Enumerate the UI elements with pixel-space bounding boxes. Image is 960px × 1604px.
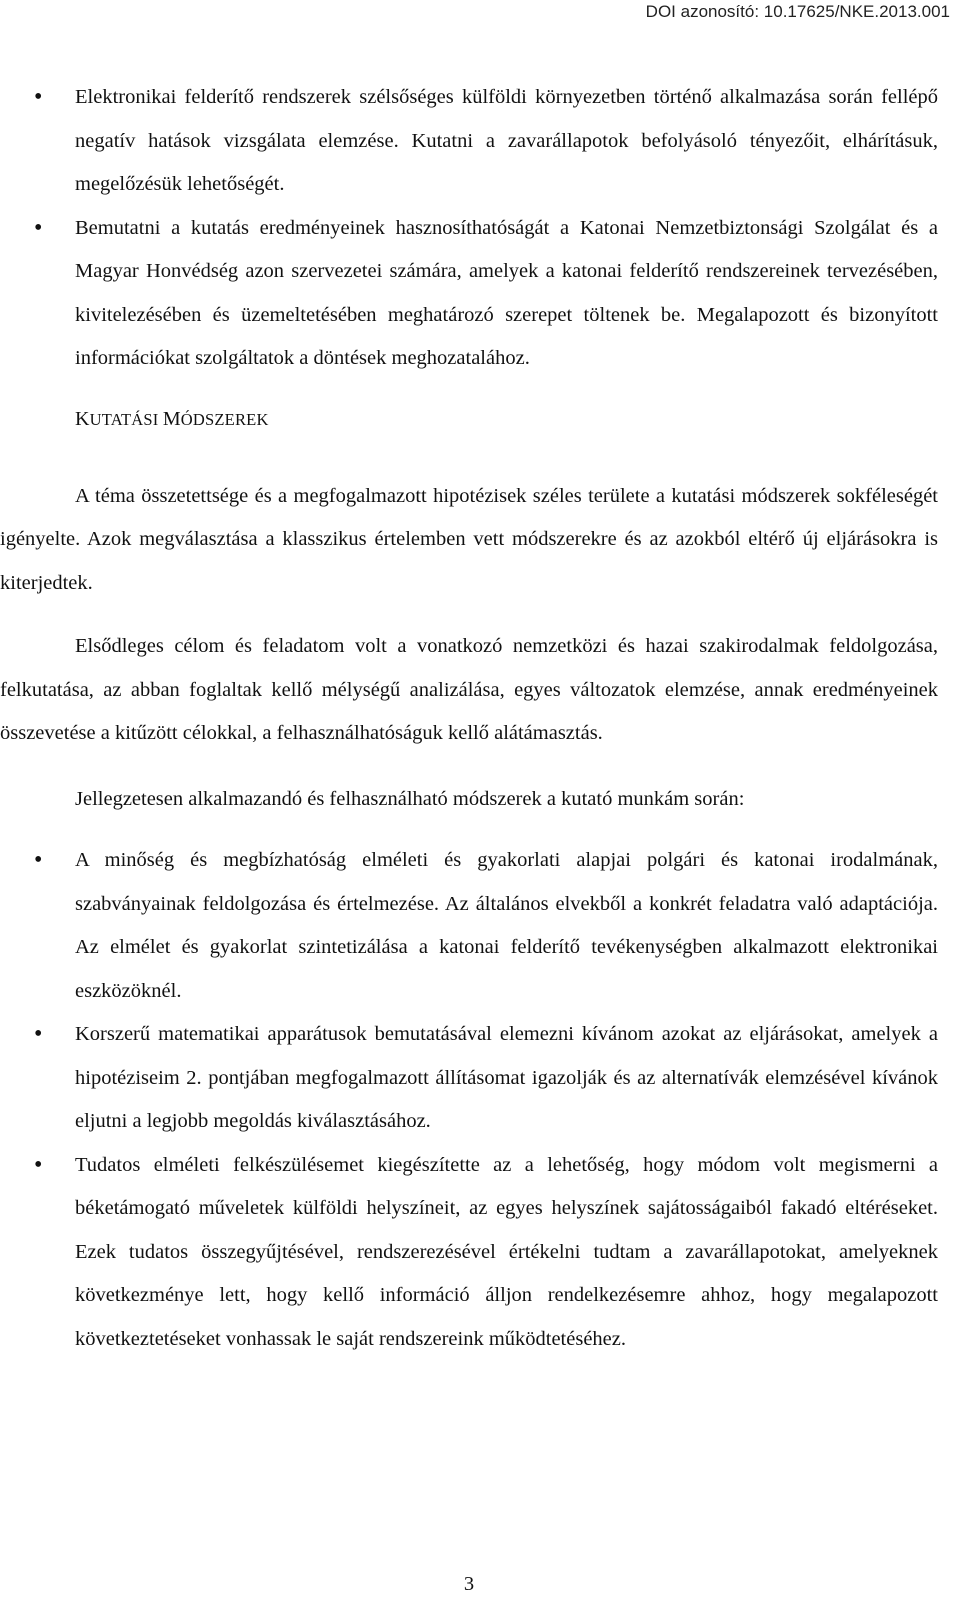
list-item: • A minőség és megbízhatóság elméleti és gyakorlati alapjai polgári és katonai irodalmának, szabványainak feldolgozása és értelmezése. Az általános elvekből a konkrét feladatra való adaptációja. Az elmélet és gyakorlat szintetizálása a katonai felderítő tevékenységben alkalmazott elektronikai eszközöknél. (0, 839, 938, 1013)
document-body (0, 76, 938, 1361)
list-item: • Bemutatni a kutatás eredményeinek hasznosíthatóságát a Katonai Nemzetbiztonsági Szolgálat és a Magyar Honvédség azon szervezetei számára, amelyek a katonai felderítő rendszereinek tervezésében, kivitelezésében és üzemeltetésében meghatározó szerepet töltenek be. Megalapozott és bizonyított információkat szolgáltatok a döntések meghozatalához. (0, 207, 938, 381)
page-number: 3 (463, 1573, 475, 1595)
list-item: • Tudatos elméleti felkészülésemet kiegészítette az a lehetőség, hogy módom volt megismerni a béketámogató műveletek külföldi helyszíneit, az egyes helyszínek sajátosságaiból fakadó eltéréseket. Ezek tudatos összegyűjtésével, rendszerezésével értékelni tudtam a zavarállapotokat, amelyeknek következménye lett, hogy kellő információ álljon rendelkezésemre ahhoz, hogy megalapozott következtetéseket vonhassak le saját rendszereink működtetéséhez. (0, 1144, 938, 1362)
heading-smallcaps: ÓDSZEREK (180, 409, 269, 429)
paragraph-primary-goal: Elsődleges célom és feladatom volt a vonatkozó nemzetközi és hazai szakirodalmak feldolgozása, felkutatása, az abban foglaltak kellő mélységű analizálása, egyes változatok elemzése, annak eredményeinek összevetése a kitűzött célokkal, a felhasználhatóságuk kellő alátámasztás. (0, 635, 938, 744)
heading-initial: K (75, 407, 90, 430)
objectives-list (0, 76, 938, 381)
paragraph-methods-lead: Jellegzetesen alkalmazandó és felhasználható módszerek a kutató munkám során: (75, 787, 745, 810)
list-item: • Elektronikai felderítő rendszerek szélsőséges külföldi környezetben történő alkalmazása során fellépő negatív hatások vizsgálata elemzése. Kutatni a zavarállapotok befolyásoló tényezőit, elhárításuk, megelőzésük lehetőségét. (0, 76, 938, 207)
paragraph-methods-intro: A téma összetettsége és a megfogalmazott hipotézisek széles területe a kutatási módszerek sokféleségét igényelte. Azok megválasztása a klasszikus értelemben vett módszerekre és az azokból eltérő új eljárásokra is kiterjedtek. (0, 484, 938, 594)
heading-initial: M (162, 407, 181, 430)
section-heading (0, 408, 938, 431)
heading-smallcaps: UTATÁSI (89, 409, 163, 429)
doi-identifier: DOI azonosító: 10.17625/NKE.2013.001 (645, 2, 950, 21)
methods-list (0, 839, 938, 1361)
list-item: • Korszerű matematikai apparátusok bemutatásával elemezni kívánom azokat az eljárásokat, amelyek a hipotéziseim 2. pontjában megfogalmazott állításomat igazolják és az alternatívák elemzésével kívánok eljutni a legjobb megoldás kiválasztásához. (0, 1013, 938, 1144)
